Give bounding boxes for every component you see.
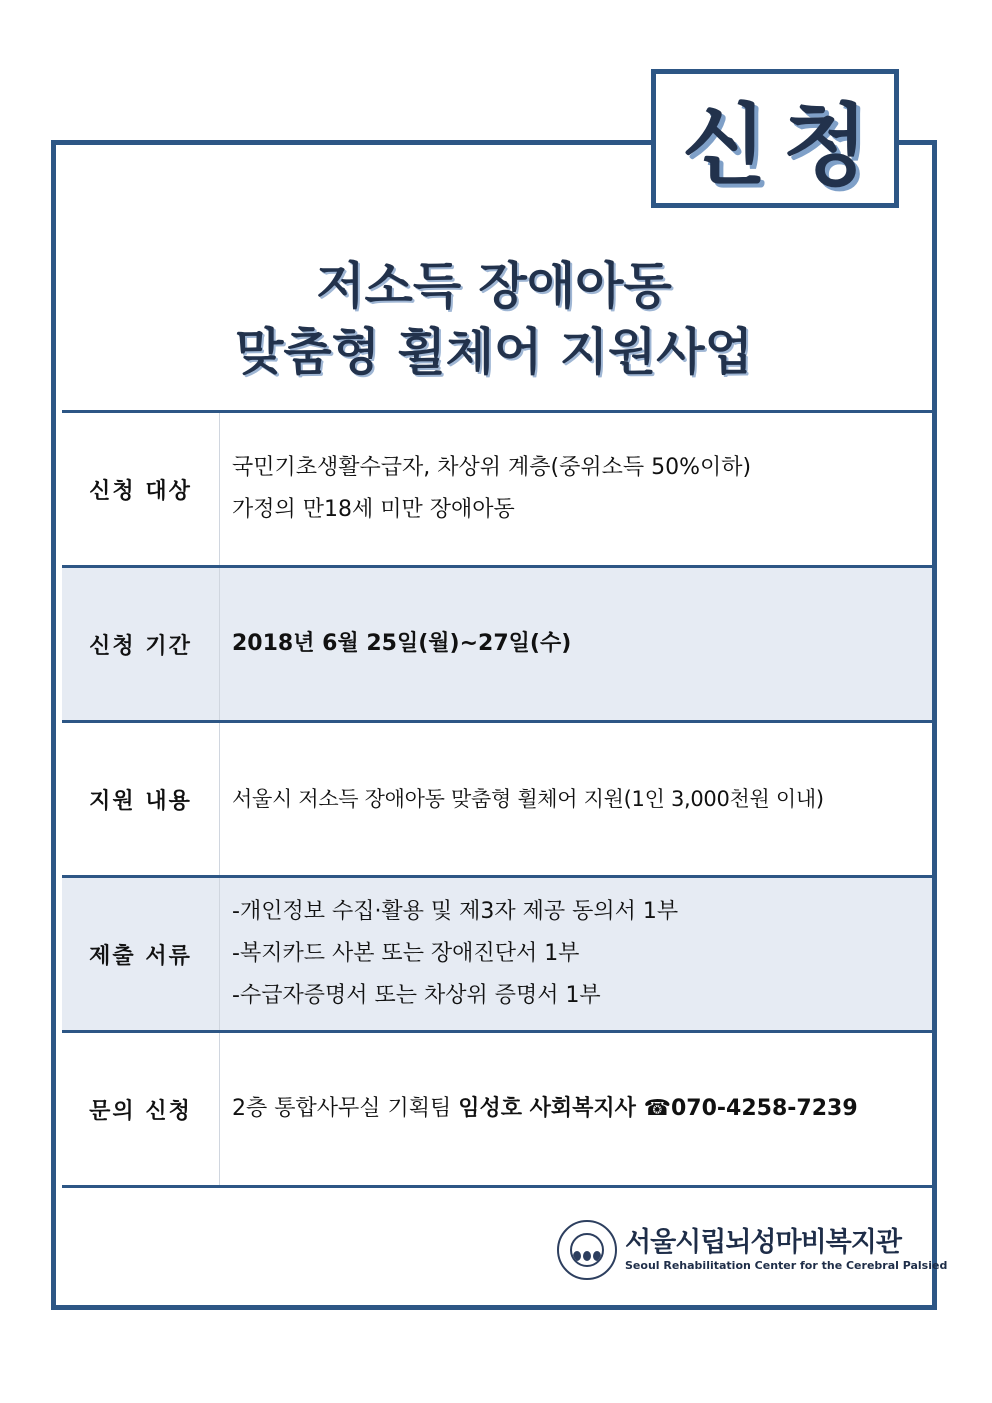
row-documents	[62, 878, 932, 1033]
content-line: -수급자증명서 또는 차상위 증명서 1부	[232, 983, 601, 1008]
org-name-english: Seoul Rehabilitation Center for the Cerebral Palsied	[625, 1259, 948, 1272]
content-line: -개인정보 수집·활용 및 제3자 제공 동의서 1부	[232, 899, 679, 924]
content-line	[232, 1088, 932, 1130]
content-line: 서울시 저소득 장애아동 맞춤형 휠체어 지원(1인 3,000천원 이내)	[232, 787, 824, 811]
row-content	[220, 878, 932, 1030]
row-eligibility	[62, 413, 932, 568]
row-label: 지원 내용	[62, 723, 220, 875]
row-inquiry	[62, 1033, 932, 1188]
content-line: -복지카드 사본 또는 장애진단서 1부	[232, 941, 580, 966]
title-line-2: 맞춤형 휠체어 지원사업	[235, 323, 753, 381]
row-label: 제출 서류	[62, 878, 220, 1030]
row-content	[220, 723, 932, 875]
title-line-1: 저소득 장애아동	[316, 257, 672, 315]
org-name-korean: 서울시립뇌성마비복지관	[625, 1227, 901, 1258]
row-label: 신청 기간	[62, 568, 220, 720]
row-label: 신청 대상	[62, 413, 220, 565]
row-content	[220, 568, 932, 720]
row-label: 문의 신청	[62, 1033, 220, 1185]
page-title	[56, 253, 932, 385]
organization-logo	[557, 1220, 948, 1280]
organization-name	[625, 1227, 947, 1273]
info-table	[62, 410, 932, 1188]
inquiry-contact: 임성호 사회복지사 ☎070-4258-7239	[458, 1096, 858, 1121]
content-line: 가정의 만18세 미만 장애아동	[232, 497, 515, 522]
row-content	[220, 1033, 932, 1185]
row-support	[62, 723, 932, 878]
org-seal-icon	[557, 1220, 617, 1280]
content-line: 국민기초생활수급자, 차상위 계층(중위소득 50%이하)	[232, 455, 752, 480]
row-content	[220, 413, 932, 565]
content-line: 2018년 6월 25일(월)~27일(수)	[232, 631, 572, 656]
inquiry-location: 2층 통합사무실 기획팀	[232, 1096, 459, 1121]
apply-badge-text: 신청	[681, 93, 885, 197]
apply-badge	[651, 69, 899, 208]
row-period	[62, 568, 932, 723]
